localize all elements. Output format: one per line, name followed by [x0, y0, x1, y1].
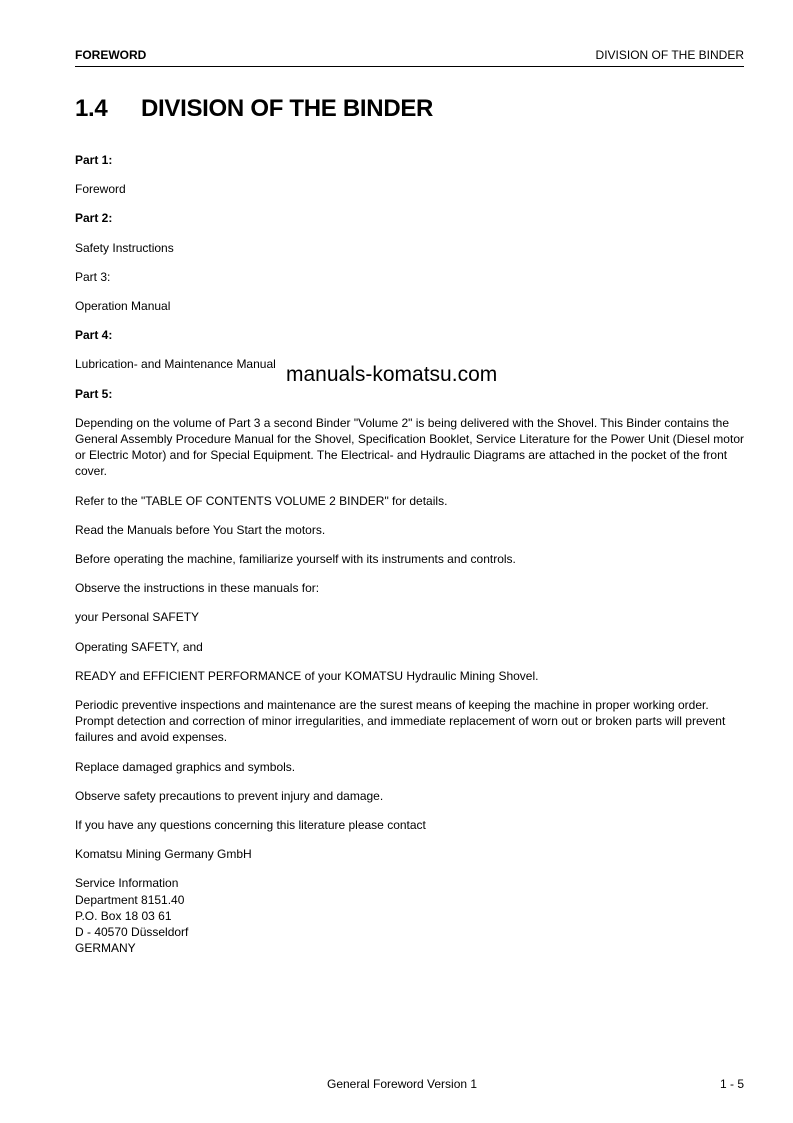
- address-line: GERMANY: [75, 941, 136, 956]
- paragraph: READY and EFFICIENT PERFORMANCE of your KOMATSU Hydraulic Mining Shovel.: [75, 668, 539, 683]
- paragraph: Observe the instructions in these manuals for:: [75, 581, 320, 596]
- paragraph: Depending on the volume of Part 3 a second Binder "Volume 2" is being delivered with the Shovel. This Binder contains the General Assembly Procedure Manual for the Shovel, Specification Booklet, Service Literature for the Power Unit (Diesel motor or Electric Motor) and for Special Equipment. The Electrical- and Hydraulic Diagrams are attached in the pocket of the front cover.: [75, 415, 744, 479]
- paragraph: Komatsu Mining Germany GmbH: [75, 847, 252, 862]
- footer-document-title: General Foreword Version 1: [327, 1077, 478, 1091]
- paragraph: Observe safety precautions to prevent injury and damage.: [75, 788, 384, 803]
- part-label: Part 1:: [75, 153, 113, 167]
- section-title: DIVISION OF THE BINDER: [141, 95, 434, 122]
- address-line: Department 8151.40: [75, 892, 185, 907]
- paragraph: Read the Manuals before You Start the motors.: [75, 522, 326, 537]
- part-label: Part 2:: [75, 211, 113, 226]
- section-number: 1.4: [75, 95, 108, 122]
- address-line: D - 40570 Düsseldorf: [75, 925, 189, 940]
- page-header: [75, 48, 744, 64]
- paragraph: Refer to the "TABLE OF CONTENTS VOLUME 2 BINDER" for details.: [75, 493, 448, 508]
- paragraph: Lubrication- and Maintenance Manual: [75, 357, 276, 372]
- section-heading: [75, 95, 433, 123]
- part-label: Part 4:: [75, 328, 113, 343]
- address-line: P.O. Box 18 03 61: [75, 908, 172, 923]
- paragraph: Operating SAFETY, and: [75, 639, 203, 654]
- header-rule: [75, 66, 744, 67]
- address-line: Service Information: [75, 876, 179, 891]
- paragraph: Replace damaged graphics and symbols.: [75, 759, 296, 774]
- paragraph-list: [75, 152, 745, 862]
- paragraph: If you have any questions concerning this literature please contact: [75, 818, 426, 833]
- paragraph: Part 3:: [75, 269, 111, 284]
- part-label: Part 5:: [75, 386, 113, 401]
- paragraph: Periodic preventive inspections and maintenance are the surest means of keeping the machine in proper working order. Prompt detection and correction of minor irregularities, and immediate replacement of worn out or broken parts will prevent failures and avoid expenses.: [75, 698, 726, 745]
- header-section: DIVISION OF THE BINDER: [595, 48, 744, 62]
- page-number: 1 - 5: [719, 1077, 744, 1091]
- header-chapter: FOREWORD: [75, 48, 147, 62]
- watermark-text: manuals-komatsu.com: [286, 363, 498, 386]
- paragraph: Safety Instructions: [75, 240, 174, 255]
- paragraph: your Personal SAFETY: [75, 610, 200, 625]
- paragraph: Foreword: [75, 182, 126, 197]
- paragraph: Before operating the machine, familiarize yourself with its instruments and controls.: [75, 552, 516, 567]
- address-block: [75, 875, 745, 956]
- paragraph: Operation Manual: [75, 299, 171, 314]
- body-content: [75, 152, 745, 957]
